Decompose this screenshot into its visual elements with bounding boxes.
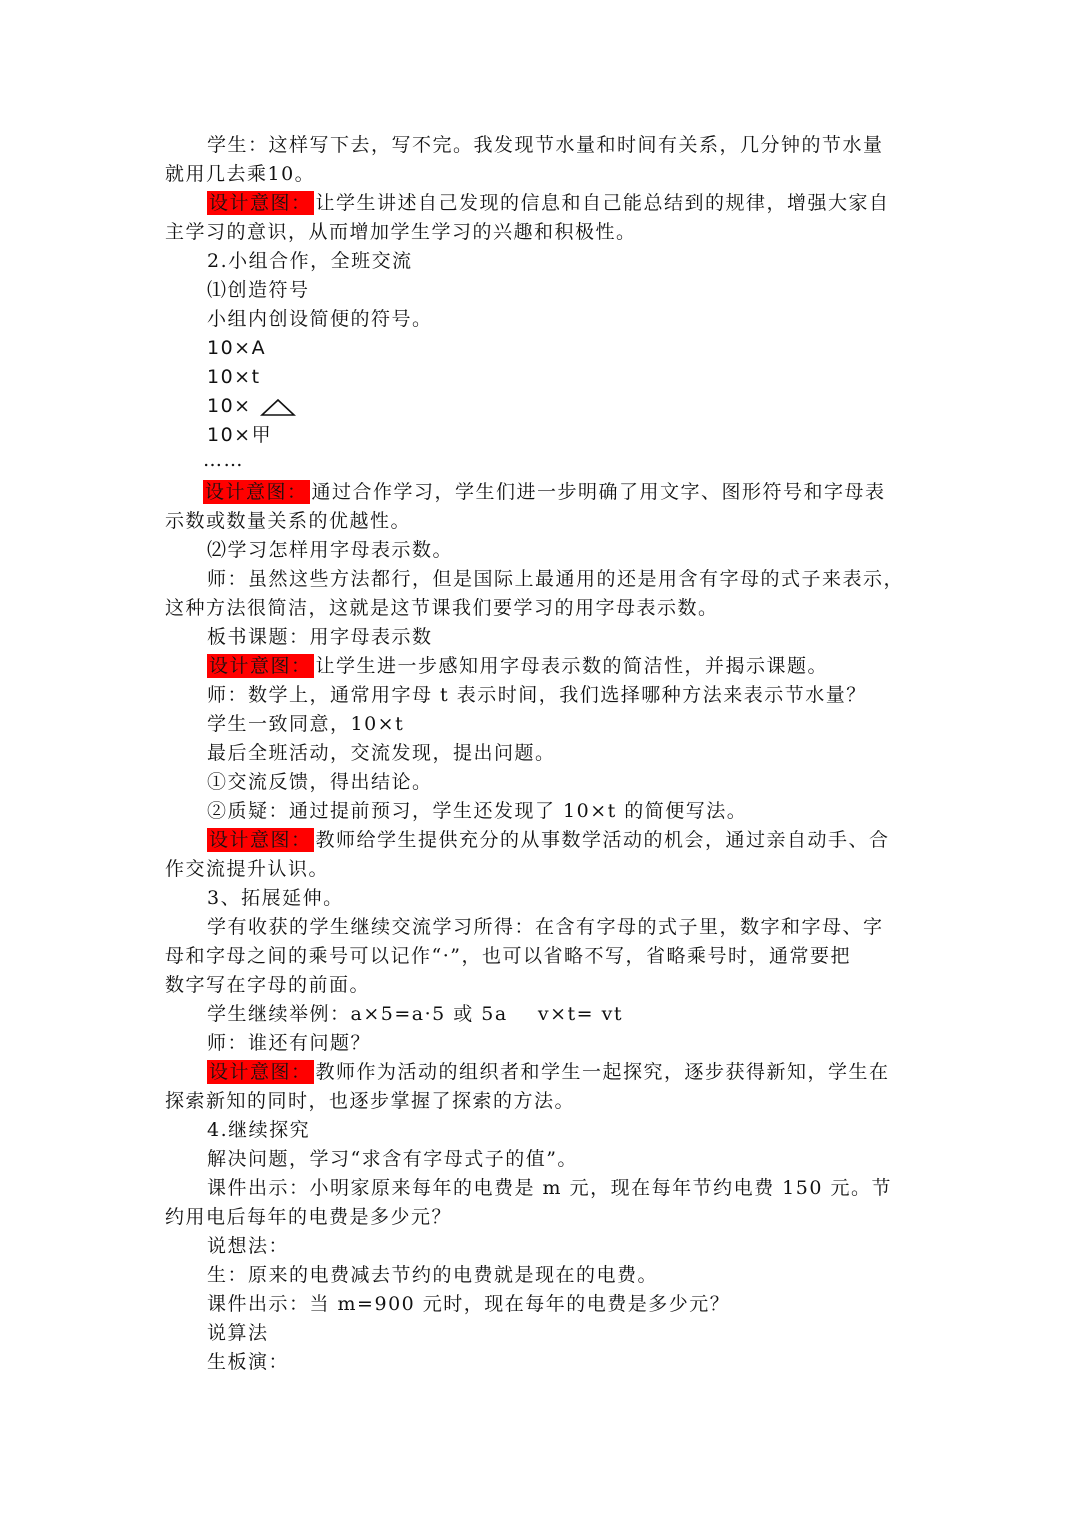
teacher-line-1: 师：虽然这些方法都行，但是国际上最通用的还是用含有字母的式子来表示， [207,568,905,590]
design-intent-tag: 设计意图： [209,1061,312,1083]
design-intent-tag: 设计意图： [205,481,308,503]
student-board: 生板演： [207,1351,290,1373]
problem-line-2: 约用电后每年的电费是多少元？ [165,1206,453,1228]
problem-value: 课件出示：当 m=900 元时，现在每年的电费是多少元？ [207,1293,731,1315]
design-intent-1 [207,189,925,218]
expression-jia: 10×甲 [207,424,273,446]
board-title: 板书课题：用字母表示数 [207,626,433,648]
design-intent-1-cont: 主学习的意识，从而增加学生学习的兴趣和积极性。 [165,221,637,243]
design-intent-tag: 设计意图： [209,192,312,214]
design-intent-text: 教师给学生提供充分的从事数学活动的机会，通过亲自动手、合 [315,829,890,851]
section-3-heading: 3、拓展延伸。 [207,887,344,909]
section-4-heading: 4.继续探究 [207,1119,311,1141]
subsection-2a-heading: ⑴创造符号 [207,279,310,301]
design-intent-2-cont: 示数或数量关系的优越性。 [165,510,412,532]
design-intent-tag: 设计意图： [209,829,312,851]
teacher-line-2: 这种方法很简洁，这就是这节课我们要学习的用字母表示数。 [165,597,719,619]
subsection-2a-text: 小组内创设简便的符号。 [207,308,433,330]
feedback-item-2: ②质疑：通过提前预习，学生还发现了 10×t 的简便写法。 [207,800,748,822]
summary-line-1: 学有收获的学生继续交流学习所得：在含有字母的式子里，数字和字母、字 [207,916,884,938]
problem-intro: 解决问题，学习“求含有字母式子的值”。 [207,1148,578,1170]
design-intent-text: 让学生讲述自己发现的信息和自己能总结到的规律，增强大家自 [315,192,890,214]
design-intent-tag: 设计意图： [209,655,312,677]
teacher-question: 师：数学上，通常用字母 t 表示时间，我们选择哪种方法来表示节水量？ [207,684,867,706]
design-intent-text: 教师作为活动的组织者和学生一起探究，逐步获得新知，学生在 [315,1061,890,1083]
student-answer-line-2: 就用几去乘10。 [165,163,316,185]
expression-t: 10×t [207,366,261,388]
say-idea: 说想法： [207,1235,290,1257]
class-activity: 最后全班活动，交流发现，提出问题。 [207,742,556,764]
triangle-icon [260,397,296,417]
expression-a: 10×A [207,337,267,359]
student-examples: 学生继续举例：a×5=a·5 或 5a v×t= vt [207,1003,623,1025]
design-intent-text: 通过合作学习，学生们进一步明确了用文字、图形符号和字母表 [311,481,886,503]
section-2-heading: 2.小组合作，全班交流 [207,250,413,272]
feedback-item-1: ①交流反馈，得出结论。 [207,771,433,793]
design-intent-5 [207,1058,925,1087]
ellipsis: …… [203,449,244,471]
design-intent-text: 让学生进一步感知用字母表示数的简洁性，并揭示课题。 [315,655,829,677]
summary-line-2: 母和字母之间的乘号可以记作“·”，也可以省略不写，省略乘号时，通常要把 [165,945,851,967]
design-intent-4-cont: 作交流提升认识。 [165,858,330,880]
student-agree: 学生一致同意，10×t [207,713,405,735]
student-answer-line-1: 学生：这样写下去，写不完。我发现节水量和时间有关系，几分钟的节水量 [207,134,884,156]
design-intent-4 [207,826,925,855]
problem-line-1: 课件出示：小明家原来每年的电费是 m 元，现在每年节约电费 150 元。节 [207,1177,892,1199]
expression-triangle [207,392,925,421]
design-intent-2 [203,478,925,507]
design-intent-5-cont: 探索新知的同时，也逐步掌握了探索的方法。 [165,1090,576,1112]
teacher-ask: 师：谁还有问题？ [207,1032,372,1054]
expression-triangle-text: 10× [207,395,252,417]
summary-line-3: 数字写在字母的前面。 [165,974,371,996]
say-method: 说算法 [207,1322,269,1344]
student-idea: 生：原来的电费减去节约的电费就是现在的电费。 [207,1264,659,1286]
subsection-2b-heading: ⑵学习怎样用字母表示数。 [207,539,454,561]
design-intent-3 [207,652,925,681]
